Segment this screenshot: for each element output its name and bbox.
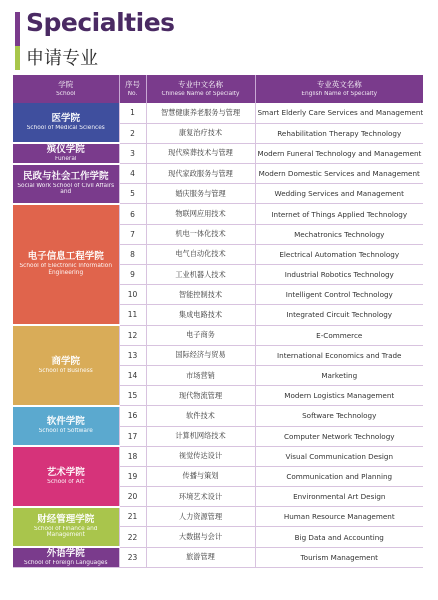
row-number: 13	[119, 345, 146, 365]
specialty-cn-name: 旅游管理	[146, 547, 255, 567]
specialty-cn-name: 工业机器人技术	[146, 265, 255, 285]
table-row	[13, 164, 423, 184]
page-subtitle: 申请专业	[26, 48, 98, 69]
specialty-cn-name: 国际经济与贸易	[146, 345, 255, 365]
table-row	[13, 325, 423, 345]
specialty-en-name: Electrical Automation Technology	[255, 244, 423, 264]
specialty-cn-name: 康复治疗技术	[146, 123, 255, 143]
school-cell: 艺术学院 School of Art	[13, 446, 119, 507]
specialty-en-name: Intelligent Control Technology	[255, 285, 423, 305]
specialty-cn-name: 环境艺术设计	[146, 487, 255, 507]
specialty-cn-name: 计算机网络技术	[146, 426, 255, 446]
specialty-en-name: Computer Network Technology	[255, 426, 423, 446]
row-number: 23	[119, 547, 146, 567]
school-cell: 电子信息工程学院 School of Electronic Information Engineering	[13, 204, 119, 325]
table-header-row	[13, 75, 423, 103]
specialties-table	[13, 75, 423, 568]
specialty-cn-name: 市场营销	[146, 365, 255, 385]
school-cell: 外语学院 School of Foreign Languages	[13, 547, 119, 567]
row-number: 10	[119, 285, 146, 305]
specialty-en-name: Software Technology	[255, 406, 423, 426]
specialty-en-name: Human Resource Management	[255, 507, 423, 527]
specialty-cn-name: 现代殡葬技术与管理	[146, 143, 255, 163]
page-title: Specialties	[26, 8, 175, 37]
row-number: 4	[119, 164, 146, 184]
row-number: 18	[119, 446, 146, 466]
specialty-cn-name: 婚庆服务与管理	[146, 184, 255, 204]
page-header	[0, 0, 438, 74]
row-number: 16	[119, 406, 146, 426]
col-header-cn-name: 专业中文名称 Chinese Name of Specialty	[146, 75, 255, 103]
specialty-en-name: Marketing	[255, 365, 423, 385]
row-number: 17	[119, 426, 146, 446]
specialty-en-name: Environmental Art Design	[255, 487, 423, 507]
specialty-en-name: Mechatronics Technology	[255, 224, 423, 244]
specialty-cn-name: 机电一体化技术	[146, 224, 255, 244]
specialty-cn-name: 大数据与会计	[146, 527, 255, 547]
row-number: 11	[119, 305, 146, 325]
specialty-en-name: Modern Logistics Management	[255, 386, 423, 406]
school-cell: 民政与社会工作学院 Social Work School of Civil Affairs and	[13, 164, 119, 204]
col-header-school: 学院 School	[13, 75, 119, 103]
specialty-en-name: Modern Funeral Technology and Management	[255, 143, 423, 163]
specialty-cn-name: 电子商务	[146, 325, 255, 345]
school-cell: 殡仪学院 Funeral	[13, 143, 119, 163]
row-number: 21	[119, 507, 146, 527]
row-number: 3	[119, 143, 146, 163]
specialty-cn-name: 现代家政服务与管理	[146, 164, 255, 184]
table-row	[13, 143, 423, 163]
specialty-cn-name: 人力资源管理	[146, 507, 255, 527]
school-cell: 财经管理学院 School of Finance and Management	[13, 507, 119, 547]
row-number: 7	[119, 224, 146, 244]
row-number: 14	[119, 365, 146, 385]
table-row	[13, 103, 423, 123]
table-row	[13, 547, 423, 567]
school-cell: 软件学院 School of Software	[13, 406, 119, 446]
specialty-cn-name: 电气自动化技术	[146, 244, 255, 264]
col-header-en-name: 专业英文名称 English Name of Specialty	[255, 75, 423, 103]
specialty-en-name: Rehabilitation Therapy Technology	[255, 123, 423, 143]
specialty-en-name: Internet of Things Applied Technology	[255, 204, 423, 224]
row-number: 2	[119, 123, 146, 143]
col-header-no: 序号 No.	[119, 75, 146, 103]
row-number: 12	[119, 325, 146, 345]
row-number: 6	[119, 204, 146, 224]
school-cell: 商学院 School of Business	[13, 325, 119, 406]
specialty-en-name: Tourism Management	[255, 547, 423, 567]
row-number: 8	[119, 244, 146, 264]
specialty-en-name: Industrial Robotics Technology	[255, 265, 423, 285]
specialty-cn-name: 物联网应用技术	[146, 204, 255, 224]
table-row	[13, 507, 423, 527]
specialty-cn-name: 集成电路技术	[146, 305, 255, 325]
specialty-cn-name: 视觉传达设计	[146, 446, 255, 466]
row-number: 15	[119, 386, 146, 406]
accent-bar	[15, 12, 20, 70]
specialty-cn-name: 传播与策划	[146, 466, 255, 486]
specialty-en-name: Integrated Circuit Technology	[255, 305, 423, 325]
specialty-en-name: International Economics and Trade	[255, 345, 423, 365]
specialty-en-name: Communication and Planning	[255, 466, 423, 486]
specialty-en-name: Modern Domestic Services and Management	[255, 164, 423, 184]
row-number: 22	[119, 527, 146, 547]
specialty-en-name: Visual Communication Design	[255, 446, 423, 466]
specialty-cn-name: 现代物流管理	[146, 386, 255, 406]
specialty-cn-name: 智能控制技术	[146, 285, 255, 305]
school-cell: 医学院 School of Medical Sciences	[13, 103, 119, 143]
table-row	[13, 446, 423, 466]
row-number: 5	[119, 184, 146, 204]
specialty-en-name: Wedding Services and Management	[255, 184, 423, 204]
row-number: 1	[119, 103, 146, 123]
specialty-cn-name: 软件技术	[146, 406, 255, 426]
row-number: 19	[119, 466, 146, 486]
row-number: 20	[119, 487, 146, 507]
specialty-cn-name: 智慧健康养老服务与管理	[146, 103, 255, 123]
specialty-en-name: Smart Elderly Care Services and Management	[255, 103, 423, 123]
table-row	[13, 406, 423, 426]
specialty-en-name: Big Data and Accounting	[255, 527, 423, 547]
specialty-en-name: E-Commerce	[255, 325, 423, 345]
table-row	[13, 204, 423, 224]
row-number: 9	[119, 265, 146, 285]
